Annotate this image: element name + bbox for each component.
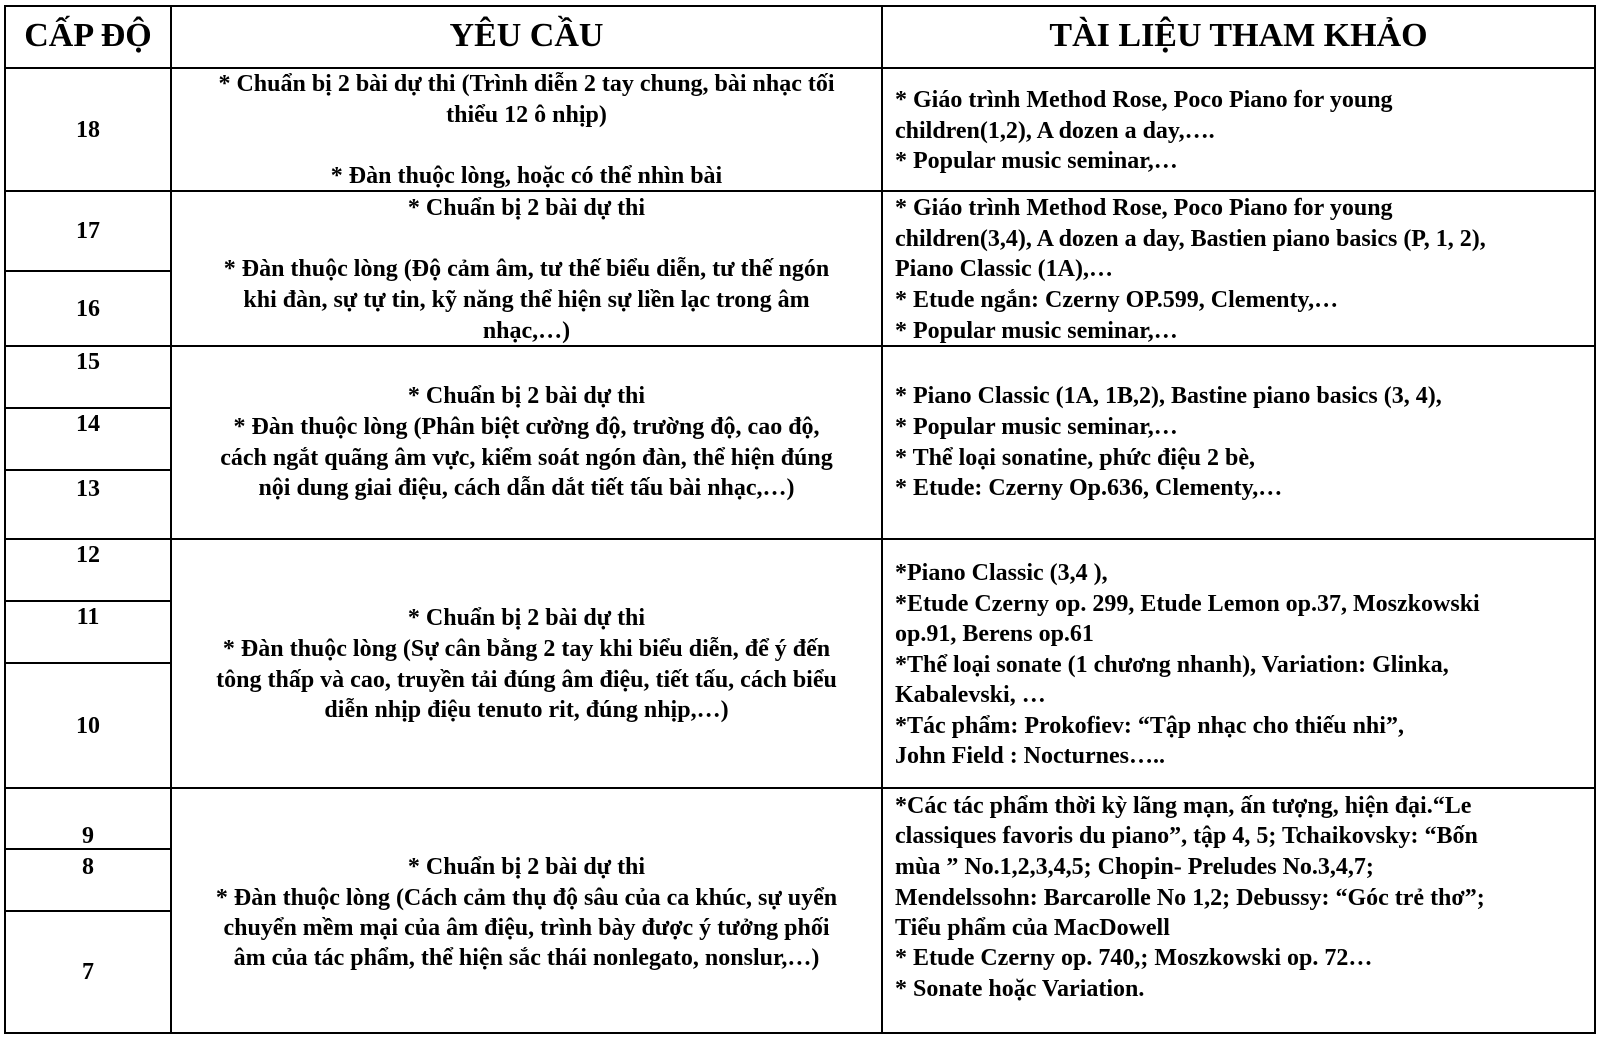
reference-line: Piano Classic (1A),… — [895, 256, 1113, 282]
level-number: 8 — [82, 854, 94, 880]
requirement-line: * Đàn thuộc lòng (Sự cân bằng 2 tay khi biểu diễn, để ý đến — [222, 636, 831, 662]
header-level: CẤP ĐỘ — [24, 17, 152, 54]
requirement-line: thiểu 12 ô nhịp) — [446, 102, 607, 128]
requirement-line: chuyển mềm mại của âm điệu, trình bày được ý tưởng phối — [223, 915, 830, 941]
level-row-border — [4, 910, 171, 912]
requirement-line: * Đàn thuộc lòng (Phân biệt cường độ, trường độ, cao độ, — [233, 414, 820, 440]
level-number: 12 — [76, 542, 100, 568]
table-bottom-border — [4, 1032, 1596, 1034]
requirement-line: * Đàn thuộc lòng (Cách cảm thụ độ sâu của ca khúc, sự uyển — [215, 885, 838, 911]
level-number: 11 — [76, 604, 100, 630]
reference-line: Mendelssohn: Barcarolle No 1,2; Debussy: “Góc trẻ thơ”; — [895, 885, 1485, 911]
header-requirements: YÊU CẦU — [449, 17, 604, 54]
level-number: 9 — [82, 823, 94, 849]
level-row-border — [4, 270, 171, 272]
reference-line: * Popular music seminar,… — [895, 414, 1178, 440]
reference-line: * Etude ngắn: Czerny OP.599, Clementy,… — [895, 287, 1339, 313]
requirement-line: * Chuẩn bị 2 bài dự thi — [407, 383, 646, 409]
reference-line: * Giáo trình Method Rose, Poco Piano for young — [895, 195, 1393, 221]
reference-line: *Các tác phẩm thời kỳ lãng mạn, ấn tượng, hiện đại.“Le — [895, 793, 1472, 819]
reference-line: *Thể loại sonate (1 chương nhanh), Variation: Glinka, — [895, 652, 1449, 678]
level-number: 15 — [76, 349, 100, 375]
requirement-line: tông thấp và cao, truyền tải đúng âm điệu, tiết tấu, cách biểu — [216, 667, 837, 693]
reference-line: * Thể loại sonatine, phức điệu 2 bè, — [895, 445, 1256, 471]
level-number: 16 — [76, 296, 100, 322]
requirement-line: cách ngắt quãng âm vực, kiểm soát ngón đàn, thể hiện đúng — [220, 445, 833, 471]
level-number: 18 — [76, 117, 100, 143]
header-references: TÀI LIỆU THAM KHẢO — [1049, 17, 1428, 54]
level-number: 13 — [76, 476, 100, 502]
reference-line: op.91, Berens op.61 — [895, 621, 1094, 647]
reference-line: mùa ” No.1,2,3,4,5; Chopin- Preludes No.3,4,7; — [895, 854, 1374, 880]
reference-line: * Piano Classic (1A, 1B,2), Bastine piano basics (3, 4), — [895, 383, 1442, 409]
reference-line: * Sonate hoặc Variation. — [895, 976, 1145, 1002]
group-border — [4, 538, 1596, 540]
requirement-line: * Chuẩn bị 2 bài dự thi — [407, 854, 646, 880]
reference-line: children(1,2), A dozen a day,…. — [895, 118, 1215, 144]
column-divider — [881, 5, 883, 1034]
reference-line: *Etude Czerny op. 299, Etude Lemon op.37, Moszkowski — [895, 591, 1480, 617]
requirement-line: * Chuẩn bị 2 bài dự thi — [407, 195, 646, 221]
requirement-line: nội dung giai điệu, cách dẫn dắt tiết tấu bài nhạc,…) — [258, 475, 795, 501]
reference-line: * Etude Czerny op. 740,; Moszkowski op. 72… — [895, 945, 1373, 971]
level-number: 10 — [76, 713, 100, 739]
level-number: 14 — [76, 411, 100, 437]
level-number: 17 — [76, 218, 100, 244]
table-right-border — [1594, 5, 1596, 1034]
requirement-line: khi đàn, sự tự tin, kỹ năng thể hiện sự liền lạc trong âm — [243, 287, 810, 313]
requirement-line: * Chuẩn bị 2 bài dự thi (Trình diễn 2 tay chung, bài nhạc tối — [218, 71, 835, 97]
requirement-line: * Đàn thuộc lòng, hoặc có thể nhìn bài — [330, 163, 723, 189]
level-number: 7 — [82, 959, 94, 985]
reference-line: Kabalevski, … — [895, 682, 1046, 708]
reference-line: John Field : Nocturnes….. — [895, 743, 1165, 769]
group-border — [4, 787, 1596, 789]
reference-line: Tiểu phẩm của MacDowell — [895, 915, 1170, 941]
requirement-line: âm của tác phẩm, thể hiện sắc thái nonlegato, nonslur,…) — [233, 945, 820, 971]
level-row-border — [4, 469, 171, 471]
reference-line: classiques favoris du piano”, tập 4, 5; Tchaikovsky: “Bốn — [895, 823, 1478, 849]
reference-line: children(3,4), A dozen a day, Bastien piano basics (P, 1, 2), — [895, 226, 1486, 252]
requirement-line: * Đàn thuộc lòng (Độ cảm âm, tư thế biểu diễn, tư thế ngón — [223, 256, 830, 282]
reference-line: * Popular music seminar,… — [895, 148, 1178, 174]
reference-line: * Giáo trình Method Rose, Poco Piano for young — [895, 87, 1393, 113]
reference-line: *Piano Classic (3,4 ), — [895, 560, 1108, 586]
level-row-border — [4, 662, 171, 664]
table-top-border — [4, 5, 1596, 7]
requirement-line: nhạc,…) — [482, 318, 571, 344]
requirement-line: diễn nhịp điệu tenuto rit, đúng nhịp,…) — [324, 697, 729, 723]
reference-line: * Popular music seminar,… — [895, 318, 1178, 344]
reference-line: *Tác phẩm: Prokofiev: “Tập nhạc cho thiếu nhi”, — [895, 713, 1404, 739]
reference-line: * Etude: Czerny Op.636, Clementy,… — [895, 475, 1283, 501]
requirement-line: * Chuẩn bị 2 bài dự thi — [407, 605, 646, 631]
